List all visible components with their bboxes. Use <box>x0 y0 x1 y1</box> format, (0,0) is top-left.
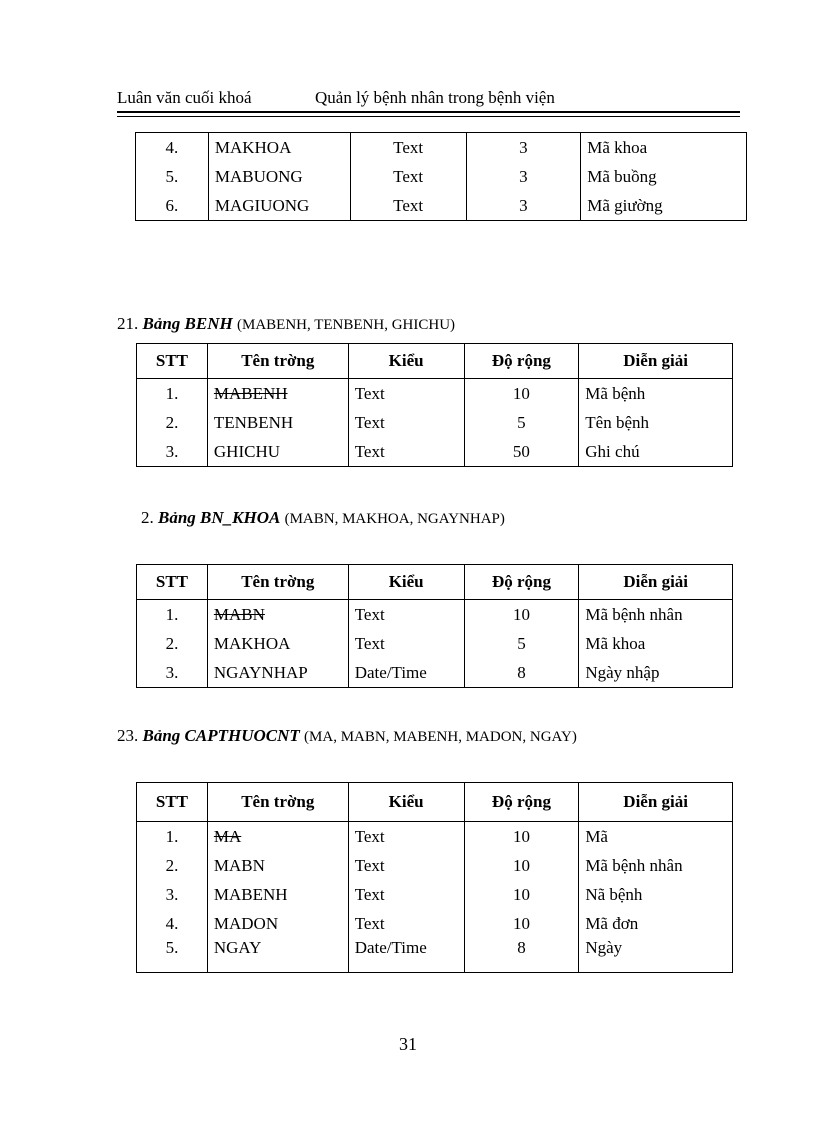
table-row: 3. MABENH Text 10 Nã bệnh <box>137 880 733 909</box>
table-benh <box>136 343 733 467</box>
section-23-fields: (MA, MABN, MABENH, MADON, NGAY) <box>304 729 577 745</box>
table-row: 5. MABUONG Text 3 Mã buồng <box>136 162 747 191</box>
table-row: 2. MABN Text 10 Mã bệnh nhân <box>137 851 733 880</box>
table-row: 1. MABN Text 10 Mã bệnh nhân <box>137 600 733 630</box>
section-22-title: Bảng BN_KHOA <box>158 508 281 527</box>
table-row: 1. MABENH Text 10 Mã bệnh <box>137 379 733 409</box>
section-23-title: Bảng CAPTHUOCNT <box>142 726 300 745</box>
table-header-row: STT Tên trờng Kiểu Độ rộng Diễn giải <box>137 783 733 822</box>
table-row: 2. MAKHOA Text 5 Mã khoa <box>137 629 733 658</box>
table-capthuocnt <box>136 782 733 973</box>
table-row: 2. TENBENH Text 5 Tên bệnh <box>137 408 733 437</box>
table-row: 3. GHICHU Text 50 Ghi chú <box>137 437 733 467</box>
header-right: Quản lý bệnh nhân trong bệnh viện <box>315 88 555 107</box>
header-rule-thick <box>117 111 740 113</box>
section-21-caption: 21. Bảng BENH (MABENH, TENBENH, GHICHU) <box>117 314 456 333</box>
table-row: 1. MA Text 10 Mã <box>137 822 733 852</box>
header-left: Luân văn cuối khoá <box>117 88 252 107</box>
section-23-caption: 23. Bảng CAPTHUOCNT (MA, MABN, MABENH, MADON, NGAY) <box>117 726 577 745</box>
section-21-title: Bảng BENH <box>142 314 233 333</box>
page-number: 31 <box>399 1034 417 1054</box>
table-bn-khoa <box>136 564 733 688</box>
table-row: 4. MADON Text 10 Mã đơn <box>137 909 733 938</box>
table-row: 6. MAGIUONG Text 3 Mã giường <box>136 191 747 221</box>
table-row: 4. MAKHOA Text 3 Mã khoa <box>136 133 747 163</box>
header-rule-thin <box>117 116 740 117</box>
table-header-row: STT Tên trờng Kiểu Độ rộng Diễn giải <box>137 565 733 600</box>
section-22-fields: (MABN, MAKHOA, NGAYNHAP) <box>284 511 505 527</box>
section-21-fields: (MABENH, TENBENH, GHICHU) <box>236 317 456 333</box>
table-row: 5. NGAY Date/Time 8 Ngày <box>137 938 733 973</box>
table-row: 3. NGAYNHAP Date/Time 8 Ngày nhập <box>137 658 733 688</box>
table-header-row: STT Tên trờng Kiểu Độ rộng Diễn giải <box>137 344 733 379</box>
section-22-caption: 2. Bảng BN_KHOA (MABN, MAKHOA, NGAYNHAP) <box>141 508 505 527</box>
table-continued <box>135 132 747 221</box>
